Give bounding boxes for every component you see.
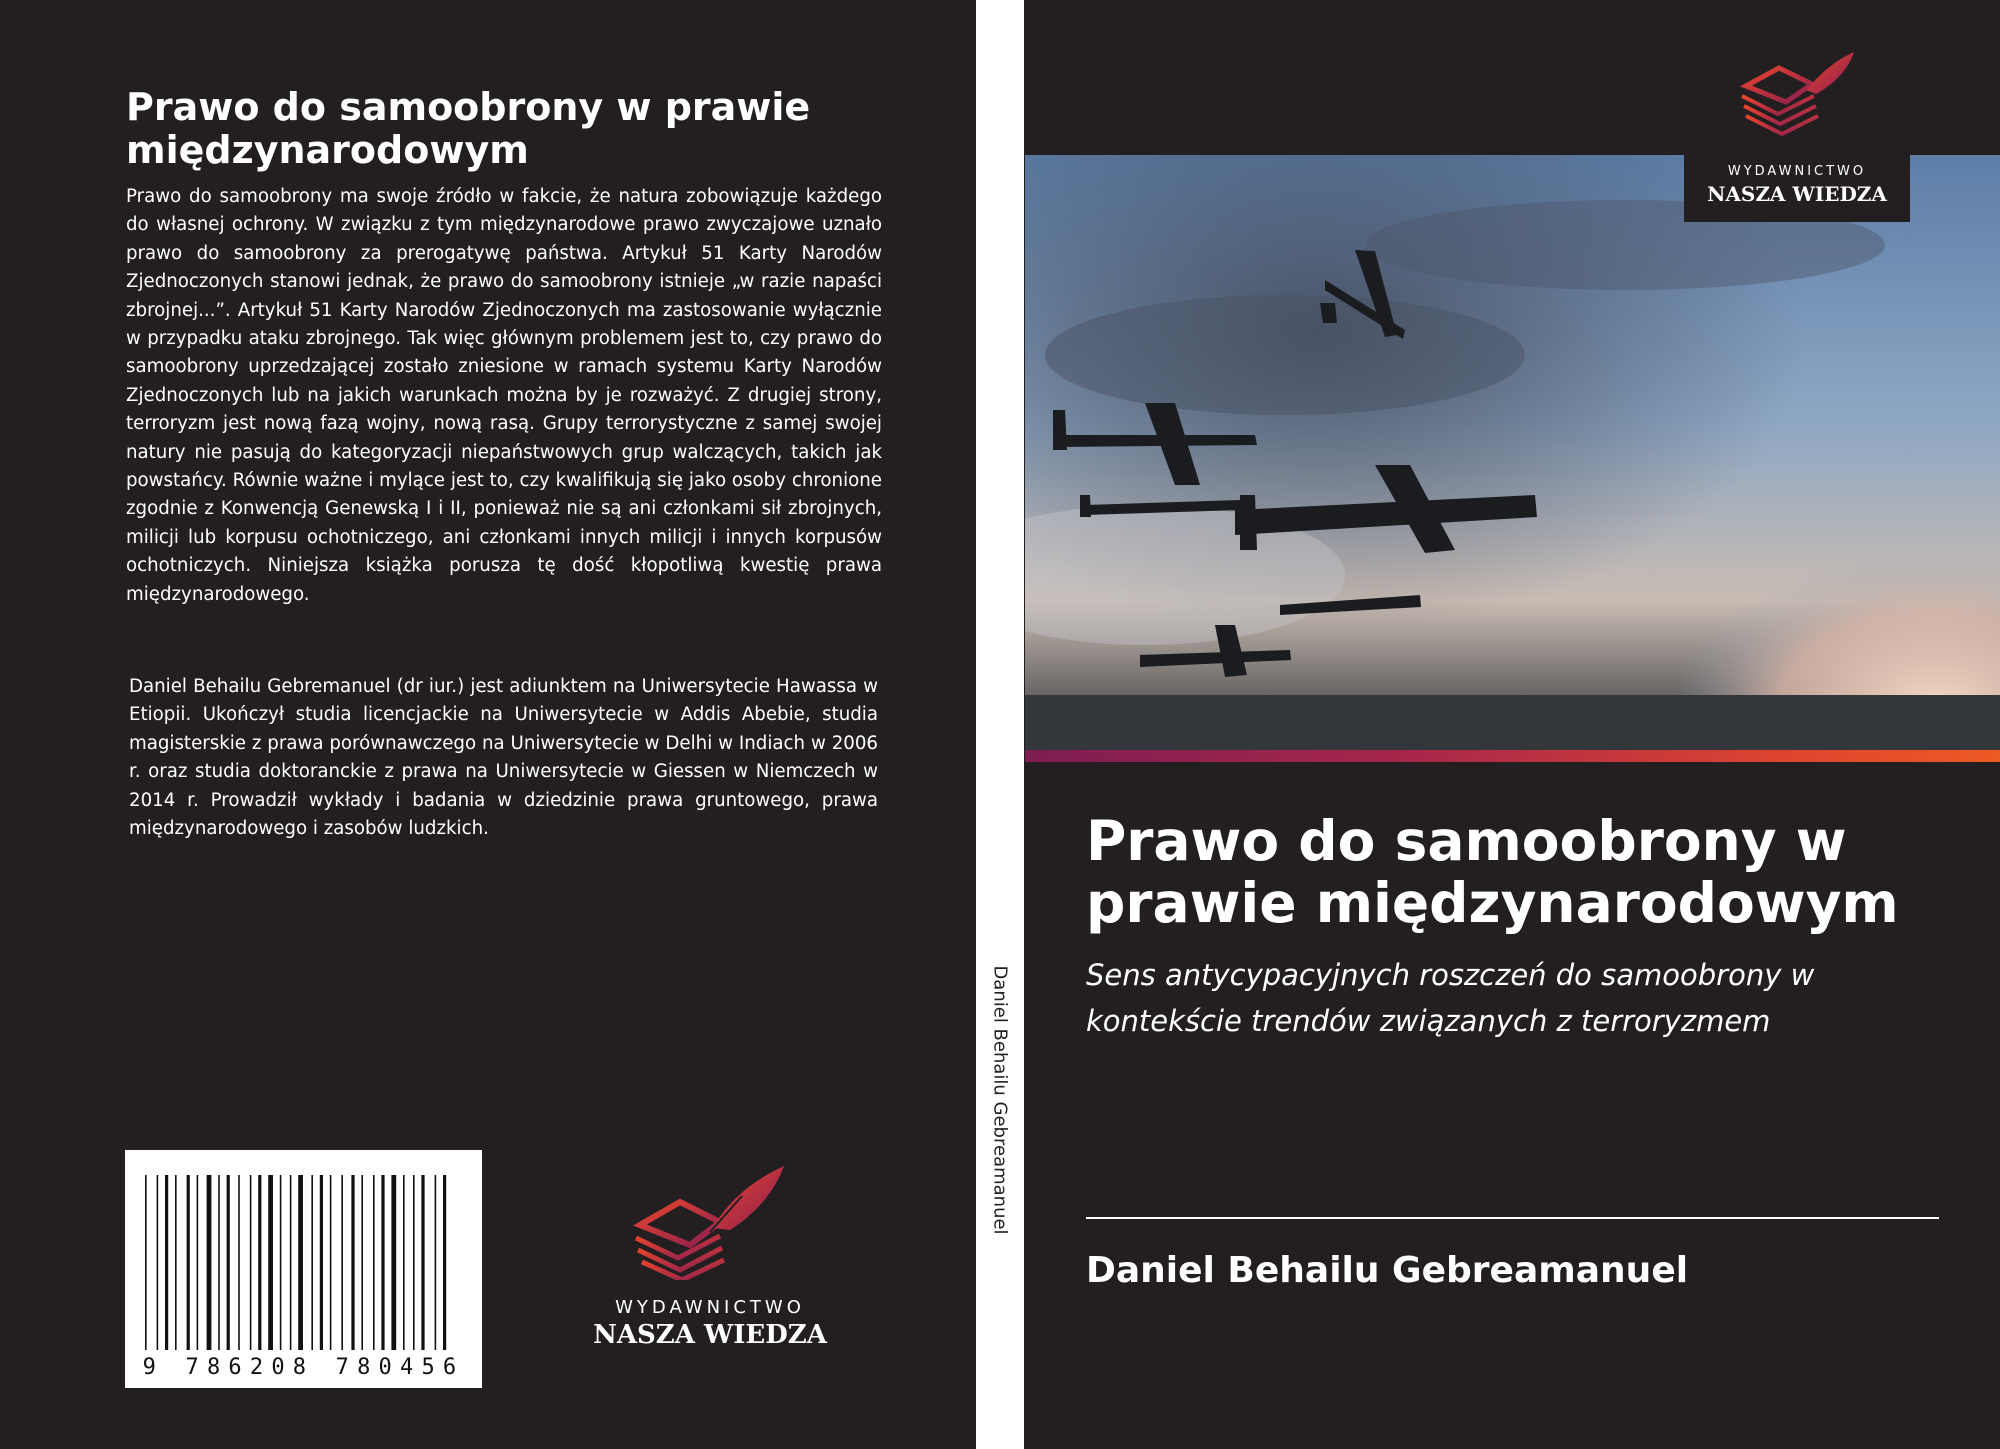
barcode-bar xyxy=(145,1175,147,1350)
isbn-number: 9 786208 780456 xyxy=(142,1355,465,1380)
barcode-bar xyxy=(403,1175,405,1350)
barcode-bar xyxy=(197,1175,199,1350)
back-cover-description: Prawo do samoobrony ma swoje źródło w fakcie, że natura zobowiązuje każdego do własnej ochrony. W związku z tym międzynarodowe prawo zwyczajowe uznało prawo do samoobrony za prerogatywę państwa. Artykuł 51 Karty Narodów Zjednoczonych stanowi jednak, że prawo do samoobrony istnieje „w razie napaści zbrojnej...”. Artykuł 51 Karty Narodów Zjednoczonych ma zastosowanie wyłącznie w przypadku ataku zbrojnego. Tak więc głównym problemem jest to, czy prawo do samoobrony uprzedzającej zostało zniesione w ramach systemu Karty Narodów Zjednoczonych lub na jakich warunkach można by je rozważyć. Z drugiej strony, terroryzm jest nową fazą wojny, nową rasą. Grupy terrorystyczne z samej swojej natury nie pasują do kategoryzacji niepaństwowych grup walczących, takich jak powstańcy. Równie ważne i mylące jest to, czy kwalifikują się jako osoby chronione zgodnie z Konwencją Genewską I i II, ponieważ nie są ani członkami sił zbrojnych, milicji lub korpusu ochotniczego, ani członkami innych milicji i innych korpusów ochotniczych. Niniejsza książka porusza tę dość kłopotliwą kwestię prawa międzynarodowego. xyxy=(126,186,882,605)
publisher-logo-back xyxy=(580,1160,840,1350)
barcode-bar xyxy=(351,1175,354,1350)
barcode-bars xyxy=(125,1150,482,1388)
barcode-bar xyxy=(443,1175,446,1350)
barcode-bar xyxy=(218,1175,220,1350)
front-cover-title: Prawo do samoobrony w prawie międzynarodowym xyxy=(1086,809,1899,935)
cover-photo-aircraft-formation xyxy=(1025,155,2000,750)
barcode-bar xyxy=(207,1175,212,1350)
front-cover-subtitle: Sens antycypacyjnych roszczeń do samoobrony w kontekście trendów związanych z terroryzmem xyxy=(1086,958,1815,1038)
sky-with-planes-image xyxy=(1025,155,2000,750)
barcode-bar xyxy=(187,1175,190,1350)
barcode-bar xyxy=(268,1175,273,1350)
book-quill-logo-icon xyxy=(1684,52,1910,152)
barcode-bar xyxy=(250,1175,252,1350)
barcode-bar xyxy=(157,1175,159,1350)
barcode-bar xyxy=(165,1175,168,1350)
book-quill-logo-icon xyxy=(580,1160,840,1280)
barcode-bar xyxy=(258,1175,261,1350)
barcode-bar xyxy=(391,1175,396,1350)
publisher-line2-front: NASZA WIEDZA xyxy=(1707,182,1887,206)
barcode-bar xyxy=(435,1175,437,1350)
spine-author: Daniel Behailu Gebreamanuel xyxy=(989,965,1011,1235)
barcode-bar xyxy=(280,1175,282,1350)
publisher-logo-front xyxy=(1684,52,1910,222)
front-cover-author: Daniel Behailu Gebreamanuel xyxy=(1086,1250,1689,1291)
barcode-bar xyxy=(361,1175,363,1350)
isbn-barcode xyxy=(125,1150,482,1388)
accent-bar xyxy=(1025,750,2000,762)
publisher-line2: NASZA WIEDZA xyxy=(593,1320,827,1350)
barcode-bar xyxy=(227,1175,230,1350)
barcode-bar xyxy=(341,1175,343,1350)
barcode-bar xyxy=(421,1175,424,1350)
barcode-bar xyxy=(175,1175,177,1350)
barcode-bar xyxy=(238,1175,240,1350)
author-bio: Daniel Behailu Gebremanuel (dr iur.) jest adiunktem na Uniwersytecie Hawassa w Etiopii. Ukończył studia licencjackie na Uniwersytecie w Addis Abebie, studia magisterskie z prawa porównawczego na Uniwersytecie w Delhi w Indiach w 2006 r. oraz studia doktoranckie z prawa na Uniwersytecie w Giessen w Niemczech w 2014 r. Prowadził wykłady i badania w dziedzinie prawa gruntowego, prawa międzynarodowego i zasobów ludzkich. xyxy=(129,676,878,840)
back-cover-title: Prawo do samoobrony w prawie międzynarodowym xyxy=(126,85,811,172)
barcode-bar xyxy=(320,1175,323,1350)
barcode-bar xyxy=(311,1175,313,1350)
publisher-line1-front: WYDAWNICTWO xyxy=(1727,164,1867,179)
author-divider xyxy=(1086,1217,1939,1219)
barcode-bar xyxy=(290,1175,292,1350)
barcode-bar xyxy=(381,1175,384,1350)
barcode-bar xyxy=(298,1175,303,1350)
publisher-line1: WYDAWNICTWO xyxy=(615,1297,805,1318)
barcode-bar xyxy=(413,1175,415,1350)
barcode-bar xyxy=(330,1175,332,1350)
barcode-bar xyxy=(373,1175,375,1350)
